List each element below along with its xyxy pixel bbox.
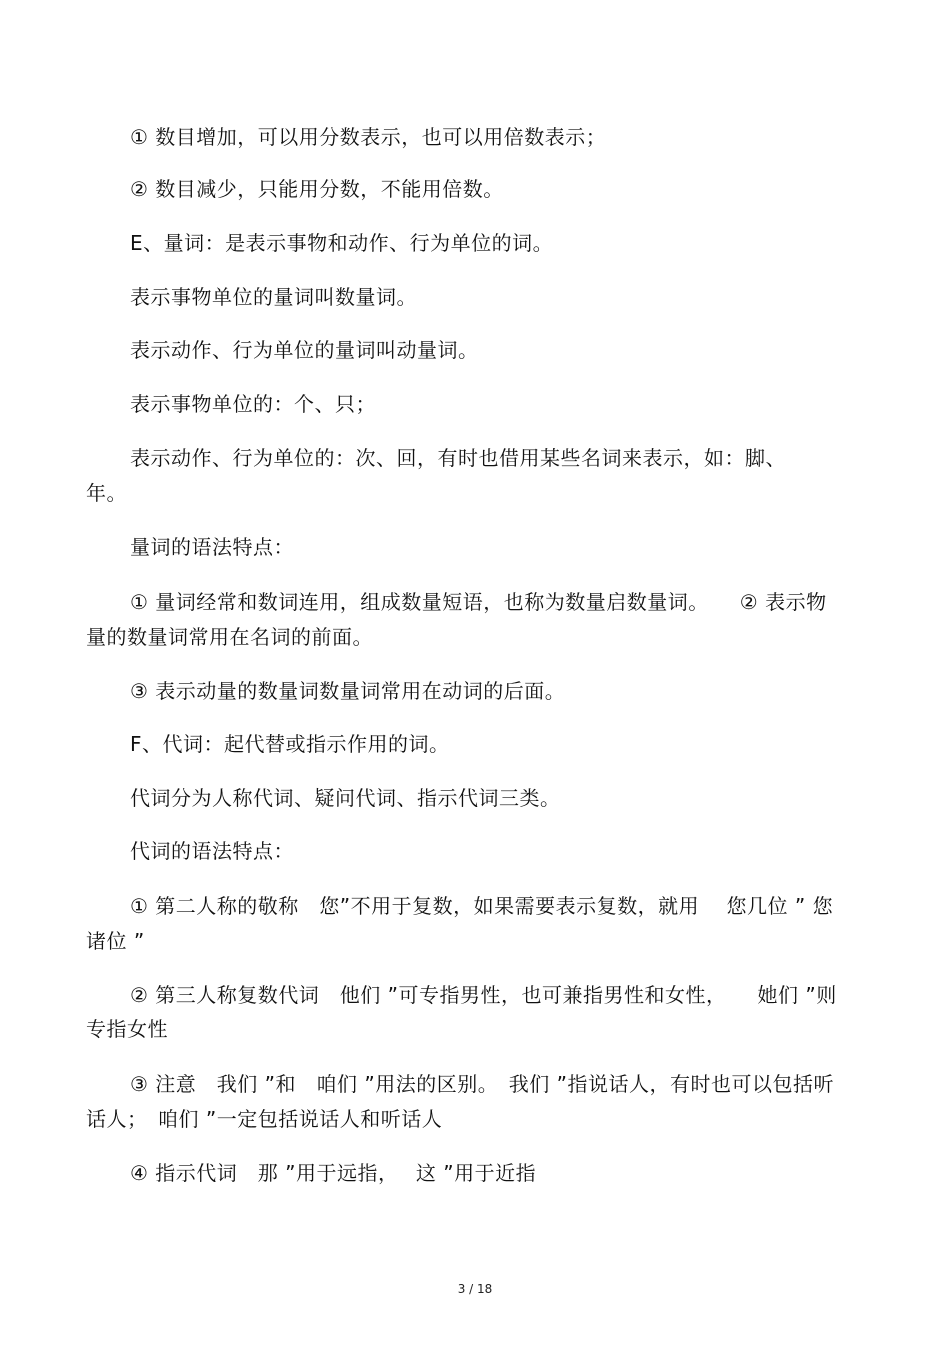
text-line: ③ 注意 我们 ”和 咱们 ”用法的区别。 我们 ”指说话人，有时也可以包括听 bbox=[130, 1072, 834, 1096]
text-line: 代词的语法特点： bbox=[130, 839, 294, 863]
text-line: 表示动作、行为单位的：次、回，有时也借用某些名词来表示，如：脚、 bbox=[130, 446, 786, 470]
text-line: ④ 指示代词 那 ”用于远指， 这 ”用于近指 bbox=[130, 1161, 537, 1185]
text-line: ① 第二人称的敬称 您”不用于复数，如果需要表示复数，就用 您几位 ” 您 bbox=[130, 894, 834, 918]
section-heading-pronoun: F、代词：起代替或指示作用的词。 bbox=[130, 732, 450, 756]
text-line: 话人； 咱们 ”一定包括说话人和听话人 bbox=[86, 1107, 443, 1131]
text-line: 量的数量词常用在名词的前面。 bbox=[86, 625, 373, 649]
text-line: ② 数目减少，只能用分数，不能用倍数。 bbox=[130, 177, 504, 201]
text-line: 表示事物单位的：个、只； bbox=[130, 392, 376, 416]
text-line: ① 数目增加，可以用分数表示，也可以用倍数表示； bbox=[130, 125, 607, 149]
text-line: 年。 bbox=[86, 481, 127, 505]
page-number: 3 / 18 bbox=[457, 1282, 493, 1296]
text-line: 表示动作、行为单位的量词叫动量词。 bbox=[130, 338, 479, 362]
text-line: 量词的语法特点： bbox=[130, 535, 294, 559]
section-heading-quantifier: E、量词：是表示事物和动作、行为单位的词。 bbox=[130, 231, 554, 255]
text-line: ② 第三人称复数代词 他们 ”可专指男性，也可兼指男性和女性， 她们 ”则 bbox=[130, 983, 837, 1007]
text-line: 专指女性 bbox=[86, 1017, 168, 1041]
text-line: 诸位 ” bbox=[86, 929, 145, 953]
text-line: 表示事物单位的量词叫数量词。 bbox=[130, 285, 417, 309]
text-line: ③ 表示动量的数量词数量词常用在动词的后面。 bbox=[130, 679, 566, 703]
text-line: ① 量词经常和数词连用，组成数量短语，也称为数量启数量词。 ② 表示物 bbox=[130, 590, 827, 614]
text-line: 代词分为人称代词、疑问代词、指示代词三类。 bbox=[130, 786, 561, 810]
